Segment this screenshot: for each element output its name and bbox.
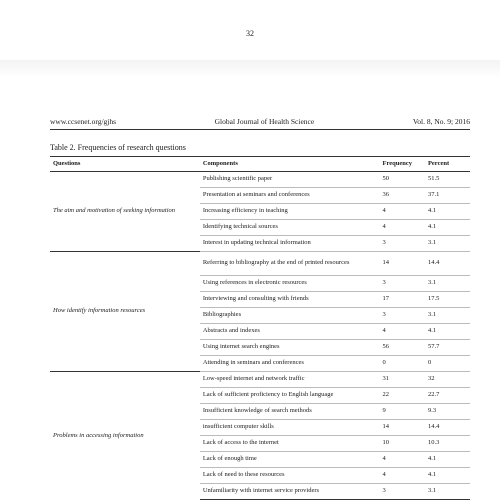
component-cell: Bibliographies	[200, 308, 379, 324]
component-cell: Lack of access to the internet	[200, 436, 379, 452]
frequency-cell: 4	[379, 324, 425, 340]
question-cell: The aim and motivation of seeking information	[50, 172, 200, 252]
frequency-cell: 50	[379, 172, 425, 188]
percent-cell: 10.3	[425, 436, 470, 452]
frequency-cell: 14	[379, 420, 425, 436]
frequency-cell: 14	[379, 252, 425, 276]
component-cell: Lack of need to these resources	[200, 468, 379, 484]
percent-cell: 4.1	[425, 468, 470, 484]
volume-info: Vol. 8, No. 9; 2016	[412, 117, 470, 126]
frequency-cell: 10	[379, 436, 425, 452]
component-cell: Insufficient knowledge of search methods	[200, 404, 379, 420]
frequency-cell: 3	[379, 484, 425, 500]
table-header-row	[50, 157, 470, 172]
component-cell: Interviewing and consulting with friends	[200, 292, 379, 308]
frequency-cell: 56	[379, 340, 425, 356]
percent-cell: 4.1	[425, 324, 470, 340]
frequency-cell: 4	[379, 452, 425, 468]
percent-cell: 14.4	[425, 420, 470, 436]
column-header-questions: Questions	[50, 157, 200, 172]
percent-cell: 0	[425, 356, 470, 372]
running-header	[50, 117, 470, 130]
percent-cell: 3.1	[425, 236, 470, 252]
component-cell: Using internet search engines	[200, 340, 379, 356]
component-cell: Presentation at seminars and conferences	[200, 188, 379, 204]
table-row	[50, 252, 470, 276]
question-cell: Problems in accessing information	[50, 372, 200, 500]
component-cell: Lack of sufficient proficiency to English language	[200, 388, 379, 404]
page-number: 32	[246, 29, 254, 38]
percent-cell: 4.1	[425, 452, 470, 468]
percent-cell: 4.1	[425, 204, 470, 220]
frequency-cell: 3	[379, 308, 425, 324]
table-row	[50, 372, 470, 388]
percent-cell: 32	[425, 372, 470, 388]
frequency-cell: 36	[379, 188, 425, 204]
component-cell: Referring to bibliography at the end of printed resources	[200, 252, 379, 276]
frequency-cell: 4	[379, 220, 425, 236]
percent-cell: 9.3	[425, 404, 470, 420]
component-cell: Interest in updating technical information	[200, 236, 379, 252]
percent-cell: 3.1	[425, 308, 470, 324]
frequency-cell: 0	[379, 356, 425, 372]
journal-title: Global Journal of Health Science	[214, 117, 315, 126]
page-divider-band	[0, 60, 500, 78]
component-cell: Attending in seminars and conferences	[200, 356, 379, 372]
journal-url: www.ccsenet.org/gjhs	[50, 117, 117, 126]
component-cell: Increasing efficiency in teaching	[200, 204, 379, 220]
frequency-cell: 9	[379, 404, 425, 420]
frequency-table	[50, 156, 470, 500]
component-cell: Low-speed internet and network traffic	[200, 372, 379, 388]
percent-cell: 17.5	[425, 292, 470, 308]
component-cell: Using references in electronic resources	[200, 276, 379, 292]
component-cell: Lack of enough time	[200, 452, 379, 468]
table-row	[50, 172, 470, 188]
percent-cell: 3.1	[425, 484, 470, 500]
percent-cell: 14.4	[425, 252, 470, 276]
frequency-cell: 4	[379, 204, 425, 220]
component-cell: Unfamiliarity with internet service providers	[200, 484, 379, 500]
percent-cell: 4.1	[425, 220, 470, 236]
percent-cell: 22.7	[425, 388, 470, 404]
column-header-components: Components	[200, 157, 379, 172]
percent-cell: 51.5	[425, 172, 470, 188]
percent-cell: 57.7	[425, 340, 470, 356]
frequency-cell: 3	[379, 236, 425, 252]
percent-cell: 37.1	[425, 188, 470, 204]
frequency-cell: 3	[379, 276, 425, 292]
column-header-percent: Percent	[425, 157, 470, 172]
column-header-frequency: Frequency	[379, 157, 425, 172]
component-cell: Abstracts and indexes	[200, 324, 379, 340]
table-caption: Table 2. Frequencies of research questions	[50, 143, 186, 152]
component-cell: Publishing scientific paper	[200, 172, 379, 188]
component-cell: insufficient computer skills	[200, 420, 379, 436]
percent-cell: 3.1	[425, 276, 470, 292]
frequency-cell: 31	[379, 372, 425, 388]
component-cell: Identifying technical sources	[200, 220, 379, 236]
frequency-cell: 22	[379, 388, 425, 404]
frequency-cell: 4	[379, 468, 425, 484]
question-cell: How identify information resources	[50, 252, 200, 372]
frequency-cell: 17	[379, 292, 425, 308]
table-body	[50, 172, 470, 500]
